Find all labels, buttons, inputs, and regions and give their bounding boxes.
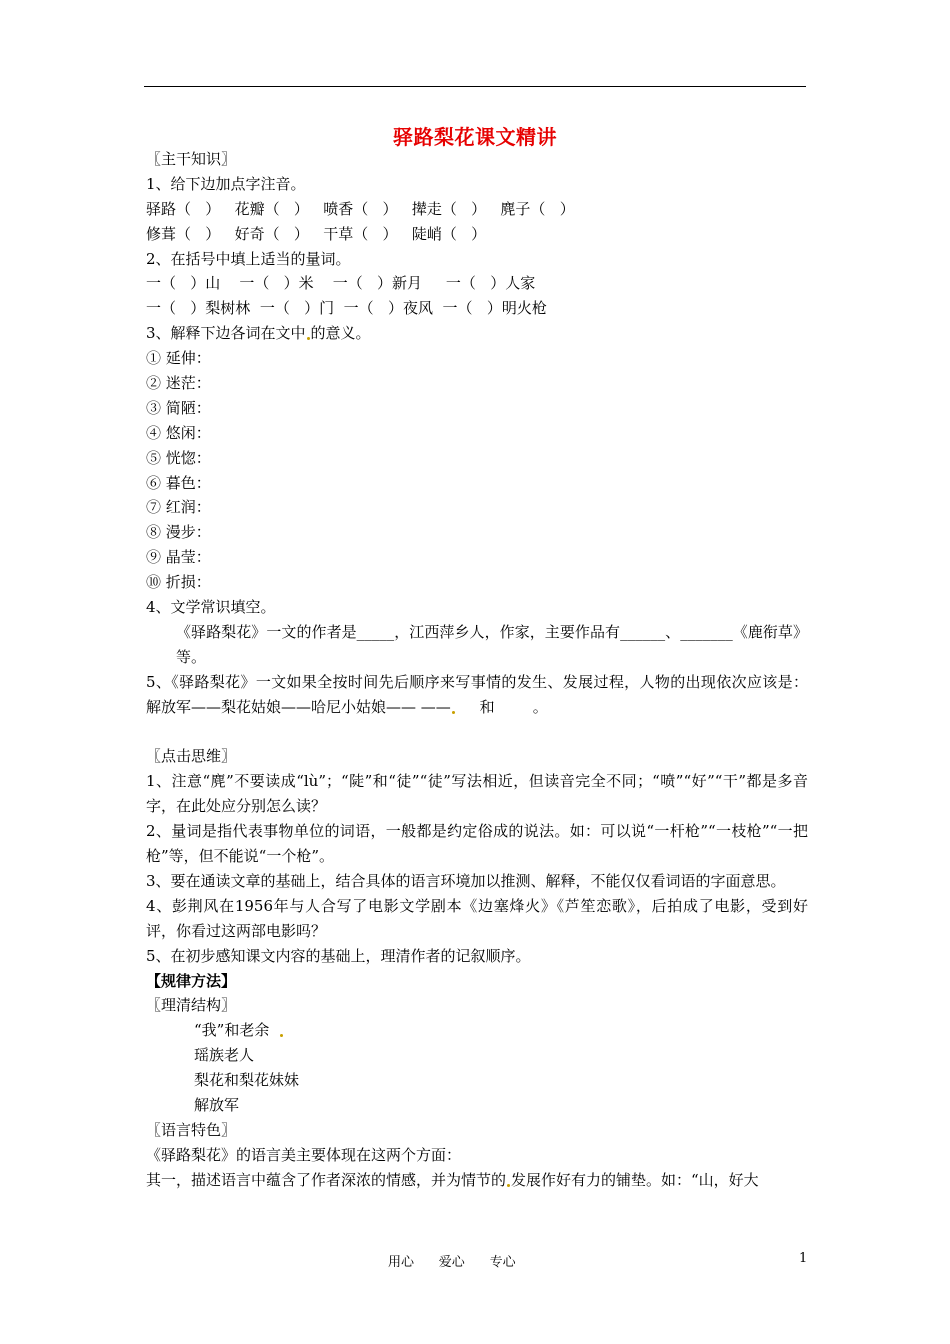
list-item: ⑤ 恍惚： — [146, 448, 211, 467]
structure-item: 瑶族老人 — [194, 1046, 255, 1065]
list-item: ④ 悠闲： — [146, 423, 211, 442]
question-2-row-2: 一（ ）梨树林 一（ ）门 一（ ）夜风 一（ ）明火枪 — [146, 299, 547, 318]
emphasis-dot — [307, 337, 310, 340]
question-4: 4、文学常识填空。 — [146, 598, 276, 617]
question-2-row-1: 一（ ）山 一（ ）米 一（ ）新月 一（ ）人家 — [146, 274, 536, 293]
structure-item: 梨花和梨花妹妹 — [194, 1071, 300, 1090]
question-3-text-b: 的意义。 — [310, 324, 371, 343]
list-item: ② 迷茫： — [146, 374, 211, 393]
footer-motto: 用心 爱心 专心 — [388, 1255, 516, 1270]
structure-item-label: “我”和老余 — [194, 1021, 270, 1040]
language-intro: 《驿路梨花》的语言美主要体现在这两个方面： — [146, 1145, 462, 1164]
section-heading-methods: 【规律方法】 — [146, 971, 237, 990]
tip-2: 2、量词是指代表事物单位的词语，一般都是约定俗成的说法。如：可以说“一杆枪”“一枝枪”“一把枪”等，但不能说“一个枪”。 — [146, 822, 808, 866]
list-item: ⑦ 红润： — [146, 498, 211, 517]
list-item: ⑨ 晶莹： — [146, 548, 211, 567]
list-item: ① 延伸： — [146, 349, 211, 368]
question-1-row-1: 驿路（ ） 花瓣（ ） 喷香（ ） 撵走（ ） 麂子（ ） — [146, 199, 575, 218]
tip-4: 4、彭荆风在1956年与人合写了电影文学剧本《边塞烽火》《芦笙恋歌》，后拍成了电影，受到好评，你看过这两部电影吗？ — [146, 896, 808, 940]
question-1: 1、给下边加点字注音。 — [146, 174, 306, 193]
section-heading-main-knowledge: 〖主干知识〗 — [146, 150, 237, 168]
language-point-1-b: 发展作好有力的铺垫。如：“山，好大 — [511, 1170, 759, 1189]
tip-3: 3、要在通读文章的基础上，结合具体的语言环境加以推测、解释，不能仅仅看词语的字面意思。 — [146, 871, 786, 890]
list-item: ③ 简陋： — [146, 398, 211, 417]
tip-5: 5、在初步感知课文内容的基础上，理清作者的记叙顺序。 — [146, 946, 531, 965]
emphasis-dot — [507, 1184, 510, 1187]
section-heading-language: 〖语言特色〗 — [146, 1120, 237, 1139]
structure-item — [146, 1018, 808, 1043]
list-item: ⑥ 暮色： — [146, 473, 211, 492]
list-item: ⑩ 折损： — [146, 573, 211, 592]
tip-1: 1、注意“麂”不要读成“lù”；“陡”和“徒”“徒”写法相近，但读音完全不同；“喷”“好”“干”都是多音字，在此处应分别怎么读？ — [146, 772, 808, 816]
spacer — [146, 720, 808, 745]
section-heading-structure: 〖理清结构〗 — [146, 996, 237, 1015]
question-3 — [146, 321, 808, 346]
language-point-1 — [146, 1168, 808, 1193]
question-2: 2、在括号中填上适当的量词。 — [146, 249, 351, 268]
emphasis-dot — [452, 711, 455, 714]
page-title: 驿路梨花课文精讲 — [393, 125, 557, 149]
question-5 — [146, 670, 808, 720]
list-item: ⑧ 漫步： — [146, 523, 211, 542]
question-4-body: 《驿路梨花》一文的作者是_____，江西萍乡人，作家，主要作品有______、_______《鹿衔草》等。 — [176, 622, 808, 666]
page-number: 1 — [799, 1251, 808, 1266]
question-3-text-a: 3、解释下边各词在文中 — [146, 324, 306, 343]
header-rule — [144, 86, 806, 87]
language-point-1-a: 其一，描述语言中蕴含了作者深浓的情感，并为情节的 — [146, 1170, 507, 1189]
structure-item: 解放军 — [194, 1096, 240, 1115]
question-5-text-b: 和 。 — [455, 697, 548, 716]
question-3-items — [146, 346, 808, 595]
document-body — [146, 147, 808, 1193]
question-5-text-a: 5、《驿路梨花》一文如果全按时间先后顺序来写事情的发生、发展过程，人物的出现依次应该是：解放军——梨花姑娘——哈尼小姑娘—— —— — [146, 672, 808, 716]
emphasis-dot — [280, 1034, 283, 1037]
section-heading-thinking: 〖点击思维〗 — [146, 747, 237, 766]
question-1-row-2: 修葺（ ） 好奇（ ） 干草（ ） 陡峭（ ） — [146, 224, 487, 243]
